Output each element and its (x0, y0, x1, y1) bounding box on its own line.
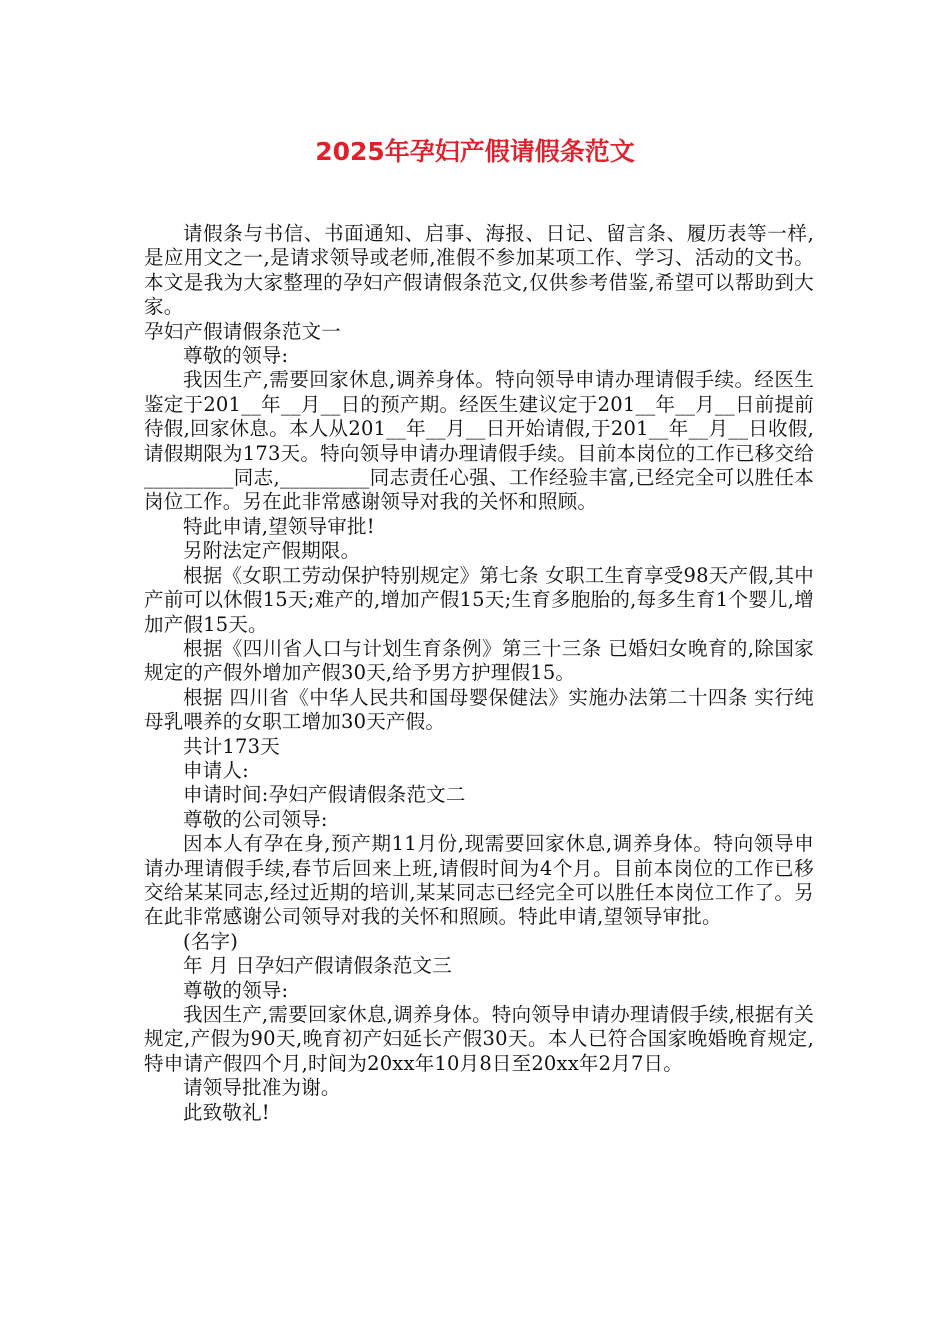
section-heading-sample-1: 孕妇产假请假条范文一 (144, 319, 342, 343)
paragraph-closing: 此致敬礼! (183, 1100, 270, 1124)
paragraph-regulation-1: 根据《女职工劳动保护特别规定》第七条 女职工生育享受98天产假,其中产前可以休假15天;难产的,增加产假15天;生育多胞胎的,每多生育1个婴儿,增加产假15天。 (144, 563, 814, 636)
paragraph-intro: 请假条与书信、书面通知、启事、海报、日记、留言条、履历表等一样,是应用文之一,是请求领导或老师,准假不参加某项工作、学习、活动的文书。本文是我为大家整理的孕妇产假请假条范文,仅供参考借鉴,希望可以帮助到大家。 (144, 222, 814, 319)
paragraph-total-days: 共计173天 (183, 734, 280, 758)
paragraph-regulation-3: 根据 四川省《中华人民共和国母婴保健法》实施办法第二十四条 实行纯母乳喂养的女职工增加30天产假。 (144, 685, 814, 734)
paragraph-sample-1-body: 我因生产,需要回家休息,调养身体。特向领导申请办理请假手续。经医生鉴定于201__年__月__日的预产期。经医生建议定于201__年__月__日前提前待假,回家休息。本人从201__年__月__日开始请假,于201__年__月__日收假,请假期限为173天。特向领导申请办理请假手续。目前本岗位的工作已移交给_________同志,_________同志责任心强、工作经验丰富,已经完全可以胜任本岗位工作。另在此非常感谢领导对我的关怀和照顾。 (144, 368, 814, 514)
paragraph-name-placeholder: (名字) (183, 929, 239, 953)
paragraph-request-approval: 特此申请,望领导审批! (183, 514, 375, 538)
paragraph-application-time: 申请时间:孕妇产假请假条范文二 (183, 783, 466, 807)
paragraph-applicant: 申请人: (183, 758, 249, 782)
salutation-1: 尊敬的领导: (183, 344, 289, 368)
paragraph-date-sample-3: 年 月 日孕妇产假请假条范文三 (183, 954, 452, 978)
document-title: 2025年孕妇产假请假条范文 (315, 137, 635, 166)
paragraph-sample-2-body: 因本人有孕在身,预产期11月份,现需要回家休息,调养身体。特向领导申请办理请假手续,春节后回来上班,请假时间为4个月。目前本岗位的工作已移交给某某同志,经过近期的培训,某某同志已经完全可以胜任本岗位工作了。另在此非常感谢公司领导对我的关怀和照顾。特此申请,望领导审批。 (144, 832, 814, 929)
document-body (144, 222, 814, 1125)
paragraph-regulation-2: 根据《四川省人口与计划生育条例》第三十三条 已婚妇女晚育的,除国家规定的产假外增加产假30天,给予男方护理假15。 (144, 636, 814, 685)
paragraph-thanks: 请领导批准为谢。 (183, 1076, 341, 1100)
paragraph-legal-leave-note: 另附法定产假期限。 (183, 539, 361, 563)
salutation-3: 尊敬的领导: (183, 978, 289, 1002)
salutation-2: 尊敬的公司领导: (183, 807, 328, 831)
paragraph-sample-3-body: 我因生产,需要回家休息,调养身体。特向领导申请办理请假手续,根据有关规定,产假为90天,晚育初产妇延长产假30天。本人已符合国家晚婚晚育规定,特申请产假四个月,时间为20xx年10月8日至20xx年2月7日。 (144, 1003, 814, 1075)
